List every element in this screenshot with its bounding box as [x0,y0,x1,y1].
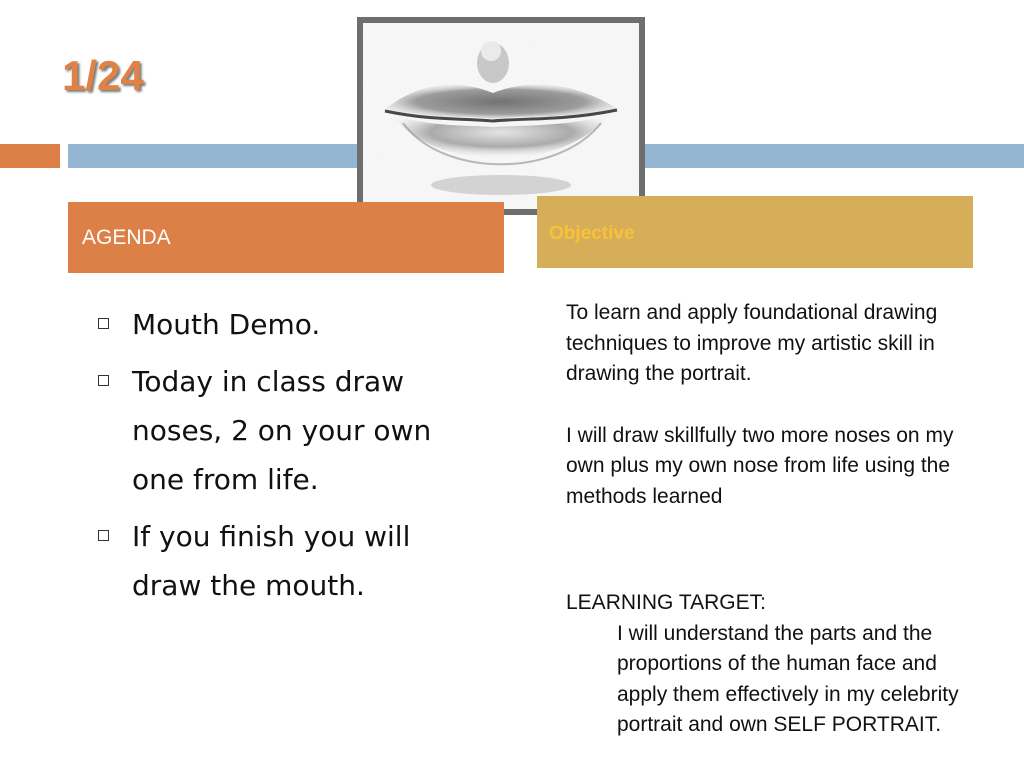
spacer [566,512,986,588]
slide-number: 1/24 [62,52,144,99]
header-bar-orange [0,144,60,168]
objective-heading: Objective [549,223,635,244]
hollow-square-bullet-icon [98,530,109,541]
objective-text [566,298,986,741]
agenda-item-text: Today in class draw noses, 2 on your own one from life. [132,365,432,496]
agenda-item [98,512,488,610]
hollow-square-bullet-icon [98,375,109,386]
objective-header [537,196,973,268]
learning-target-text: I will understand the parts and the proportions of the human face and apply them effectively in my celebrity portrait and own SELF PORTRAIT. [617,621,959,736]
lips-drawing-svg [363,23,639,209]
objective-paragraph-2: I will draw skillfully two more noses on my own plus my own nose from life using the methods learned [566,423,954,508]
agenda-header [68,202,504,273]
agenda-item [98,300,488,349]
agenda-item-text: Mouth Demo. [132,308,321,341]
spacer [566,390,986,421]
objective-paragraph-1: To learn and apply foundational drawing techniques to improve my artistic skill in drawing the portrait. [566,301,938,385]
agenda-item [98,357,488,504]
lips-drawing-image [357,17,645,215]
agenda-item-text: If you finish you will draw the mouth. [132,520,411,602]
learning-target-label: LEARNING TARGET: [566,591,766,614]
agenda-list [98,300,488,618]
hollow-square-bullet-icon [98,318,109,329]
agenda-heading: AGENDA [82,226,171,249]
